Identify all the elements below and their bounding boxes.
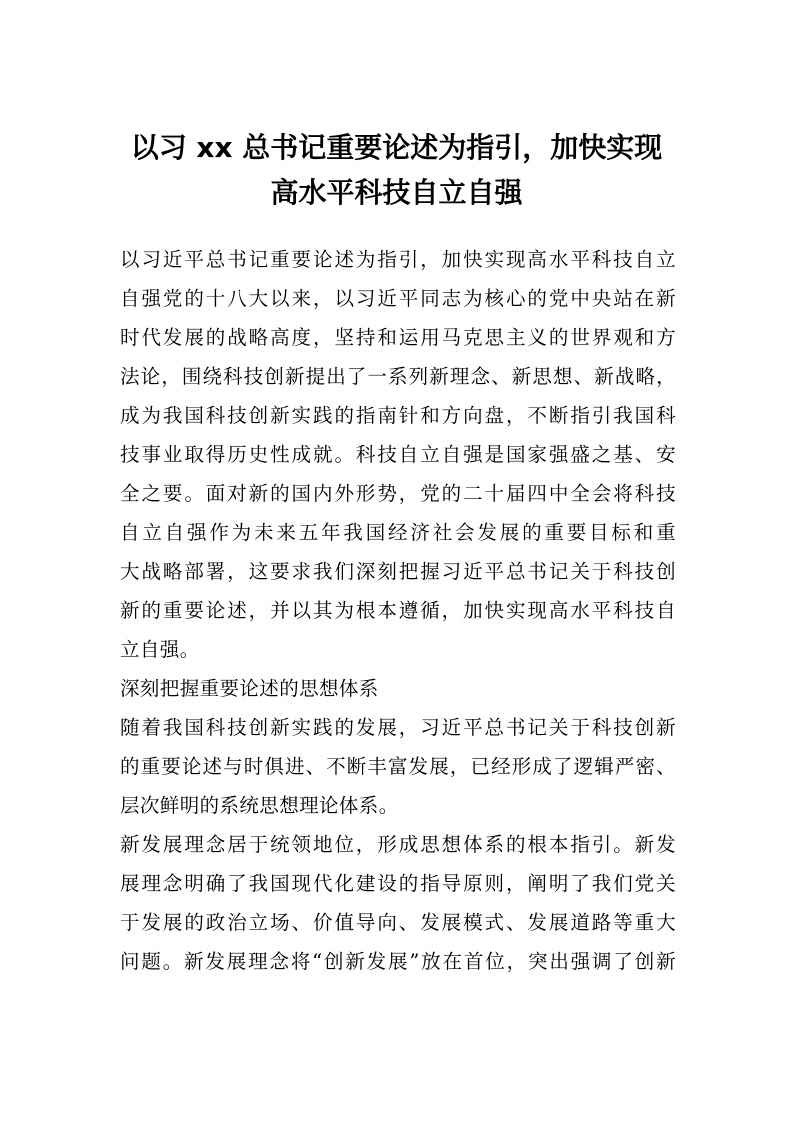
body-text-line: 全之要。面对新的国内外形势，党的二十届四中全会将科技 xyxy=(120,482,676,505)
body-text-line: 层次鲜明的系统思想理论体系。 xyxy=(120,794,399,817)
body-text-line: 新发展理念居于统领地位，形成思想体系的根本指引。新发 xyxy=(120,833,676,856)
body-text-line: 新的重要论述，并以其为根本遵循，加快实现高水平科技自 xyxy=(120,599,676,622)
body-text-line: 自强党的十八大以来，以习近平同志为核心的党中央站在新 xyxy=(120,287,676,310)
body-text-line: 以习近平总书记重要论述为指引，加快实现高水平科技自立 xyxy=(120,248,676,271)
document-title-line-1: 以习 xx 总书记重要论述为指引，加快实现 xyxy=(130,131,663,164)
body-text-line: 成为我国科技创新实践的指南针和方向盘，不断指引我国科 xyxy=(120,404,676,427)
body-text-line: 问题。新发展理念将“创新发展”放在首位，突出强调了创新 xyxy=(120,950,676,973)
body-text-line: 时代发展的战略高度，坚持和运用马克思主义的世界观和方 xyxy=(120,326,676,349)
body-text-line: 大战略部署，这要求我们深刻把握习近平总书记关于科技创 xyxy=(120,560,676,583)
body-text-line: 的重要论述与时俱进、不断丰富发展，已经形成了逻辑严密、 xyxy=(120,755,676,778)
body-text-line: 立自强。 xyxy=(120,638,200,661)
body-text-line: 法论，围绕科技创新提出了一系列新理念、新思想、新战略， xyxy=(120,365,676,388)
body-text-line: 展理念明确了我国现代化建设的指导原则，阐明了我们党关 xyxy=(120,872,676,895)
body-text-line: 自立自强作为未来五年我国经济社会发展的重要目标和重 xyxy=(120,521,676,544)
body-text-line: 于发展的政治立场、价值导向、发展模式、发展道路等重大 xyxy=(120,911,676,934)
document-title-line-2: 高水平科技自立自强 xyxy=(270,176,523,209)
body-text-line: 深刻把握重要论述的思想体系 xyxy=(120,677,379,700)
body-text-line: 随着我国科技创新实践的发展，习近平总书记关于科技创新 xyxy=(120,716,676,739)
document-body xyxy=(120,240,676,981)
body-text-line: 技事业取得历史性成就。科技自立自强是国家强盛之基、安 xyxy=(120,443,676,466)
